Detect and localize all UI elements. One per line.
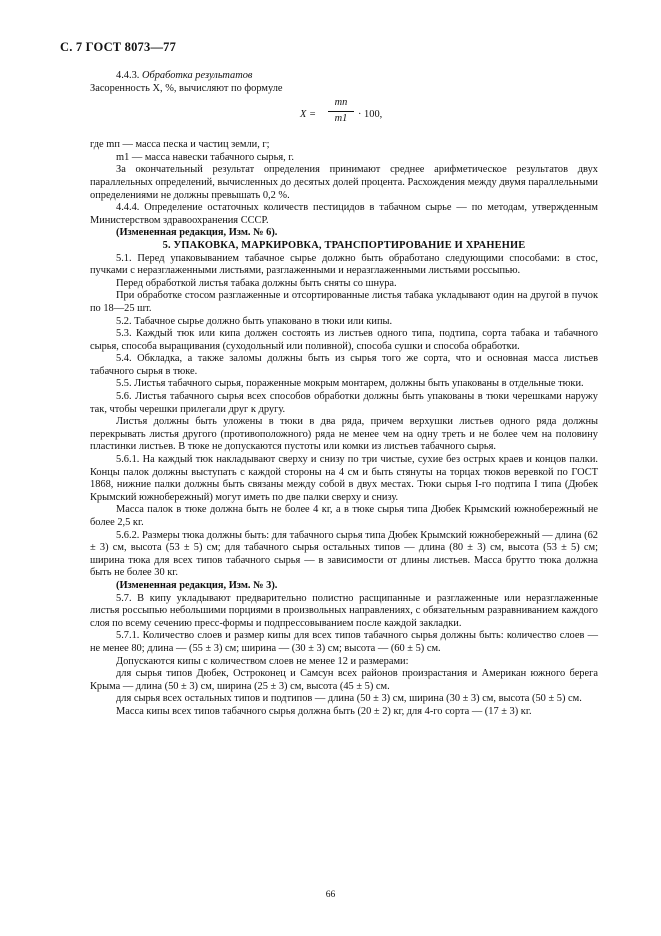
para-4-4-3-title: Обработка результатов (142, 70, 253, 81)
formula-fraction (328, 97, 354, 125)
formula-lhs: X = (300, 109, 316, 121)
para-5-2: 5.2. Табачное сырье должно быть упаковано в тюки или кипы. (116, 315, 393, 327)
para-5-6-2: 5.6.2. Размеры тюка должны быть: для табачного сырья типа Дюбек Крымский южнобережный — длина (62 ± 3) см, высота (53 ± 5) см; для табачного сырья остальных типов — длина (80 ± 3) см, высота (53 ± 5) см; ширина тюка для всех типов табачного сырья — в зависимости от длины листьев. Масса брутто тюка должна быть не более 30 кг. (90, 529, 598, 579)
para-5-7-1b: Допускаются кипы с количеством слоев не менее 12 и размерами: (116, 655, 409, 667)
para-5-6: 5.6. Листья табачного сырья всех способов обработки должны быть упакованы в тюки черешками наружу так, чтобы черешки прилегали друг к другу. (90, 391, 598, 415)
change-note-3: (Измененная редакция, Изм. № 3). (116, 579, 278, 591)
para-5-3: 5.3. Каждый тюк или кипа должен состоять из листьев одного типа, подтипа, сорта табака и табачного сырья, способа выращивания (суходольный или поливной), способа сушки и способа обработки. (90, 328, 598, 352)
section-5-title: 5. УПАКОВКА, МАРКИРОВКА, ТРАНСПОРТИРОВАНИЕ И ХРАНЕНИЕ (162, 239, 526, 251)
page-header: С. 7 ГОСТ 8073—77 (60, 40, 177, 54)
para-5-1c: При обработке стосом разглаженные и отсортированные листья табака укладывают один на другой в пучок по 18—25 шт. (90, 290, 598, 314)
para-5-6-1: 5.6.1. На каждый тюк накладывают сверху и снизу по три чистые, сухие без острых краев и концов палки. Концы палок должны выступать с каждой стороны на 4 см и быть стянуты на торцах тюков веревкой по ГОСТ 1868, нижние палки должны быть связаны между собой в двух местах. Тюки сырья I-го подтипа I типа (Дюбек Крымский южнобережный) могут иметь по две палки сверху и снизу. (90, 454, 598, 503)
page-number: 66 (325, 890, 336, 900)
para-5-6-1b: Масса палок в тюке должна быть не более 4 кг, а в тюке сырья типа Дюбек Крымский южнобережный не более 2,5 кг. (90, 504, 598, 528)
para-5-5: 5.5. Листья табачного сырья, пораженные мокрым монтарем, должны быть упакованы в отдельные тюки. (116, 378, 584, 390)
para-5-4: 5.4. Обкладка, а также заломы должны быть из сырья того же сорта, что и основная масса листьев табачного сырья в тюке. (90, 353, 598, 377)
para-5-7-1: 5.7.1. Количество слоев и размер кипы для всех типов табачного сырья должны быть: количество слоев — не менее 80; длина — (55 ± 3) см; ширина — (30 ± 3) см; высота — (60 ± 5) см. (90, 630, 598, 654)
para-4-4-4: 4.4.4. Определение остаточных количеств пестицидов в табачном сырье — по методам, утвержденным Министерством здравоохранения СССР. (90, 202, 598, 226)
final-result-paragraph: За окончательный результат определения принимают среднее арифметическое результатов двух параллельных определений, вычисленных до десятых долей процента. Расхождения между двумя параллельными определениями не должны превышать 0,2 %. (90, 164, 598, 201)
definition-m1: m1 — масса навески табачного сырья, г. (116, 151, 294, 163)
para-5-7: 5.7. В кипу укладывают предварительно полистно расщипанные и разглаженные или неразглаженные листья россыпью небольшими порциями в произвольных направлениях, с обязательным разравниванием каждого слоя по всему сечению пресс-формы и подпрессовыванием после каждой закладки. (90, 592, 598, 629)
para-4-4-3 (90, 70, 598, 83)
para-5-6b: Листья должны быть уложены в тюки в два ряда, причем верхушки листьев одного ряда должны перекрывать листья другого (противоположного) ряда не менее чем на одну треть и не более чем на половину пластинки листьев. В тюке не допускаются пустоты или комки из листьев табачного сырья. (90, 416, 598, 453)
formula-denominator: m1 (334, 112, 348, 124)
trash-formula-intro: Засоренность X, %, вычисляют по формуле (90, 82, 283, 94)
para-4-4-3-number: 4.4.3. (116, 70, 140, 81)
para-5-7-1d: для сырья всех остальных типов и подтипов — длина (50 ± 3) см, ширина (30 ± 3) см, высота (50 ± 5) см. (116, 693, 582, 705)
formula-block (90, 97, 598, 137)
formula-tail: · 100, (358, 109, 383, 121)
para-5-1b: Перед обработкой листья табака должны быть сняты со шнура. (116, 277, 397, 289)
para-5-7-1c: для сырья типов Дюбек, Остроконец и Самсун всех районов произрастания и Американ южного берега Крыма — длина (50 ± 3) см, ширина (25 ± 3) см, высота (45 ± 5) см. (90, 668, 598, 692)
document-body (90, 70, 598, 719)
formula-numerator: mп (328, 97, 354, 112)
para-5-7-1e: Масса кипы всех типов табачного сырья должна быть (20 ± 2) кг, для 4-го сорта — (17 ± 3) кг. (116, 705, 532, 717)
definition-mp: где mп — масса песка и частиц земли, г; (90, 139, 270, 151)
para-5-1: 5.1. Перед упаковыванием табачное сырье должно быть обработано следующими способами: в стос, пучками с неразглаженными листьями, разглаженными и неразглаженными листьями россыпью. (90, 252, 598, 277)
change-note-6: (Измененная редакция, Изм. № 6). (116, 227, 278, 239)
